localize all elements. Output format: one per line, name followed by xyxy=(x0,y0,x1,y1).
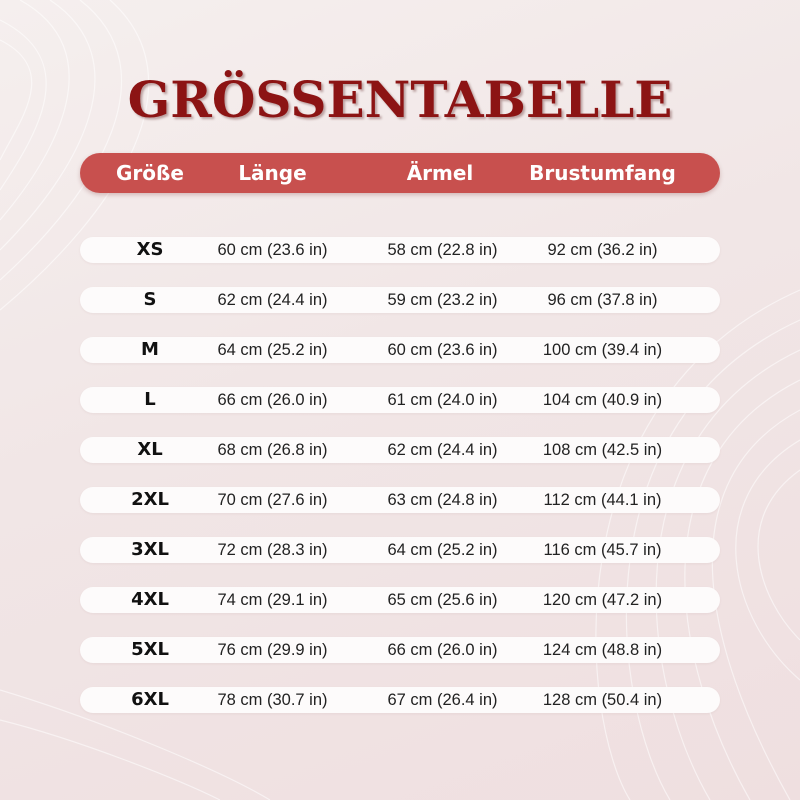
table-row xyxy=(80,487,720,513)
size-label: 2XL xyxy=(131,489,169,510)
table-row xyxy=(80,387,720,413)
table-header xyxy=(80,153,720,193)
sleeve-value: 67 cm (26.4 in) xyxy=(387,691,498,709)
table-row xyxy=(80,537,720,563)
size-label: XL xyxy=(137,439,163,460)
table-row xyxy=(80,437,720,463)
chest-value: 100 cm (39.4 in) xyxy=(542,341,663,359)
length-value: 76 cm (29.9 in) xyxy=(217,641,328,659)
header-sleeve: Ärmel xyxy=(406,161,474,185)
size-label: 4XL xyxy=(131,589,169,610)
size-label: 6XL xyxy=(131,689,169,710)
table-row xyxy=(80,337,720,363)
length-value: 60 cm (23.6 in) xyxy=(217,241,328,259)
size-label: M xyxy=(141,339,159,360)
length-value: 74 cm (29.1 in) xyxy=(217,591,328,609)
sleeve-value: 62 cm (24.4 in) xyxy=(387,441,498,459)
length-value: 64 cm (25.2 in) xyxy=(217,341,328,359)
sleeve-value: 64 cm (25.2 in) xyxy=(387,541,498,559)
length-value: 78 cm (30.7 in) xyxy=(217,691,328,709)
length-value: 68 cm (26.8 in) xyxy=(217,441,328,459)
size-label: L xyxy=(144,389,156,410)
sleeve-value: 58 cm (22.8 in) xyxy=(387,241,498,259)
chest-value: 104 cm (40.9 in) xyxy=(542,391,663,409)
chest-value: 116 cm (45.7 in) xyxy=(543,541,662,559)
size-label: S xyxy=(143,289,157,310)
header-size: Größe xyxy=(116,161,184,185)
chest-value: 124 cm (48.8 in) xyxy=(542,641,663,659)
length-value: 66 cm (26.0 in) xyxy=(217,391,328,409)
chest-value: 120 cm (47.2 in) xyxy=(542,591,663,609)
sleeve-value: 63 cm (24.8 in) xyxy=(387,491,498,509)
sleeve-value: 60 cm (23.6 in) xyxy=(387,341,498,359)
table-row xyxy=(80,287,720,313)
header-chest: Brustumfang xyxy=(529,161,676,185)
sleeve-value: 61 cm (24.0 in) xyxy=(387,391,498,409)
sleeve-value: 65 cm (25.6 in) xyxy=(387,591,498,609)
size-label: 3XL xyxy=(131,539,169,560)
size-label: XS xyxy=(136,239,164,260)
sleeve-value: 66 cm (26.0 in) xyxy=(387,641,498,659)
chest-value: 128 cm (50.4 in) xyxy=(542,691,663,709)
length-value: 62 cm (24.4 in) xyxy=(217,291,328,309)
table-row xyxy=(80,587,720,613)
table-row xyxy=(80,687,720,713)
length-value: 70 cm (27.6 in) xyxy=(217,491,328,509)
size-table-body xyxy=(80,237,720,737)
table-row xyxy=(80,237,720,263)
table-row xyxy=(80,637,720,663)
length-value: 72 cm (28.3 in) xyxy=(217,541,328,559)
header-length: Länge xyxy=(238,161,307,185)
chest-value: 112 cm (44.1 in) xyxy=(543,491,662,509)
chest-value: 92 cm (36.2 in) xyxy=(547,241,658,259)
chest-value: 108 cm (42.5 in) xyxy=(542,441,663,459)
sleeve-value: 59 cm (23.2 in) xyxy=(387,291,498,309)
page-title: GRÖSSENTABELLE xyxy=(127,70,673,129)
size-label: 5XL xyxy=(131,639,169,660)
chest-value: 96 cm (37.8 in) xyxy=(547,291,658,309)
